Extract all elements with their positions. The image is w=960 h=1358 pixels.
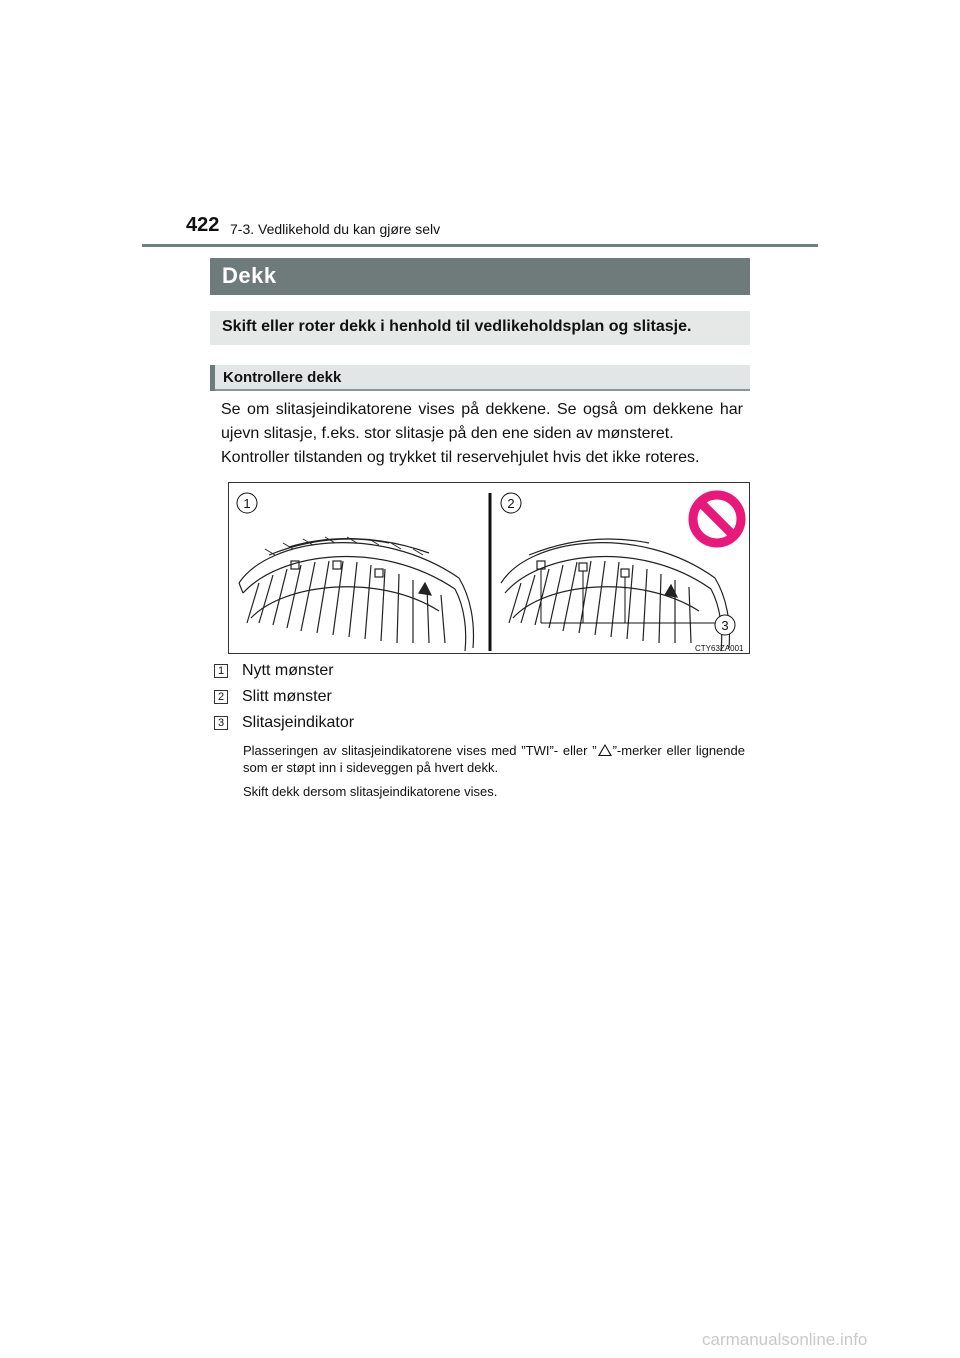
notice-text: Skift eller roter dekk i henhold til vedlikeholdsplan og slitasje. (222, 318, 692, 335)
page-title-bar (210, 258, 750, 295)
prohibition-icon (693, 495, 741, 543)
callout-2 (501, 493, 521, 513)
heading-marker (210, 365, 215, 391)
legend-number: 2 (214, 690, 228, 704)
section-breadcrumb: 7-3. Vedlikehold du kan gjøre selv (230, 221, 441, 237)
body-paragraph: Kontroller tilstanden og trykket til reservehjulet hvis det ikke roteres. (221, 449, 700, 466)
callout-3-label: 3 (721, 618, 729, 633)
legend-label: Slitasjeindikator (242, 714, 355, 731)
new-tread-grooves (247, 561, 445, 643)
body-paragraph: Se om slitasjeindikatorene vises på dekkene. Se også om dekkene har ujevn slitasje, f.eks. stor slitasje på den ene siden av mønsteret. (221, 401, 743, 442)
legend-number: 3 (214, 716, 228, 730)
watermark: carmanualsonline.info (702, 1330, 868, 1349)
legend-label: Slitt mønster (242, 688, 332, 705)
new-tread-blocks (265, 537, 423, 555)
callout-1 (237, 493, 257, 513)
new-tread-illustration (239, 537, 473, 651)
callout-3 (715, 615, 735, 635)
callout-1-label: 1 (243, 496, 251, 511)
maintenance-notice (210, 311, 750, 345)
twi-note-text-end: ”-merker eller lignende som er støpt inn i sideveggen på hvert dekk. (243, 743, 745, 775)
figure-code: CTY63ZA001 (695, 644, 744, 653)
legend-label: Nytt mønster (242, 662, 334, 679)
subsection-heading (210, 365, 750, 391)
twi-note-text-start: Plasseringen av slitasjeindikatorene vises med ”TWI”- eller ” (243, 743, 597, 758)
twi-note (243, 742, 745, 776)
page-number: 422 (186, 214, 220, 236)
callout-2-label: 2 (507, 496, 515, 511)
page-title: Dekk (222, 263, 277, 288)
replace-note: Skift dekk dersom slitasjeindikatorene vises. (243, 784, 498, 799)
legend-number: 1 (214, 664, 228, 678)
worn-tread-grooves (509, 561, 691, 643)
worn-tread-illustration (501, 539, 729, 651)
tire-tread-figure (228, 482, 750, 654)
subsection-title: Kontrollere dekk (223, 369, 342, 386)
triangle-mark-icon (598, 744, 612, 756)
header-divider (142, 244, 818, 247)
